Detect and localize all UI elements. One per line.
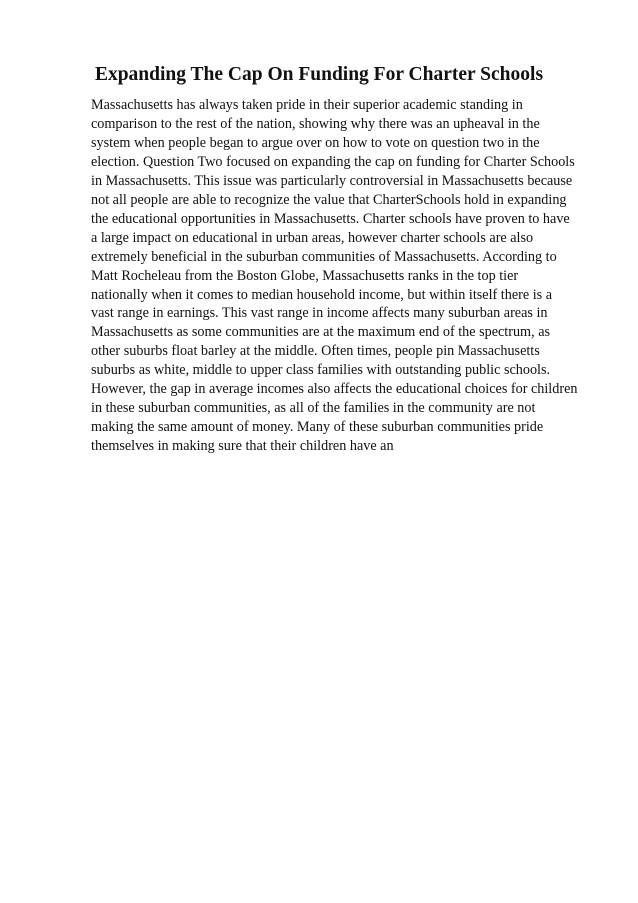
body-line: themselves in making sure that their children have an [91,438,394,455]
body-line: in Massachusetts. This issue was particularly controversial in Massachusetts because [91,172,573,189]
body-line: vast range in earnings. This vast range in income affects many suburban areas in [91,305,548,322]
body-line: However, the gap in average incomes also affects the educational choices for children [91,381,578,398]
body-line: in these suburban communities, as all of the families in the community are not [91,400,536,417]
body-line: Massachusetts as some communities are at the maximum end of the spectrum, as [91,324,551,341]
document-body [91,96,577,456]
body-line: system when people began to argue over on how to vote on question two in the [91,134,540,151]
body-line: extremely beneficial in the suburban communities of Massachusetts. According to [91,248,557,265]
body-line: making the same amount of money. Many of these suburban communities pride [91,419,544,436]
body-line: Massachusetts has always taken pride in their superior academic standing in [91,97,523,113]
body-line: nationally when it comes to median household income, but within itself there is a [91,286,552,303]
body-line: comparison to the rest of the nation, showing why there was an upheaval in the [91,115,540,132]
body-line: other suburbs float barley at the middle. Often times, people pin Massachusetts [91,343,540,360]
body-line: a large impact on educational in urban areas, however charter schools are also [91,229,534,246]
body-line: suburbs as white, middle to upper class families with outstanding public schools. [91,362,551,379]
body-line: election. Question Two focused on expanding the cap on funding for Charter Schools [91,153,575,170]
body-line: the educational opportunities in Massachusetts. Charter schools have proven to have [91,210,570,227]
body-line: not all people are able to recognize the value that CharterSchools hold in expanding [91,191,567,208]
document-title: Expanding The Cap On Funding For Charter Schools [94,64,544,85]
body-line: Matt Rocheleau from the Boston Globe, Massachusetts ranks in the top tier [91,267,519,284]
